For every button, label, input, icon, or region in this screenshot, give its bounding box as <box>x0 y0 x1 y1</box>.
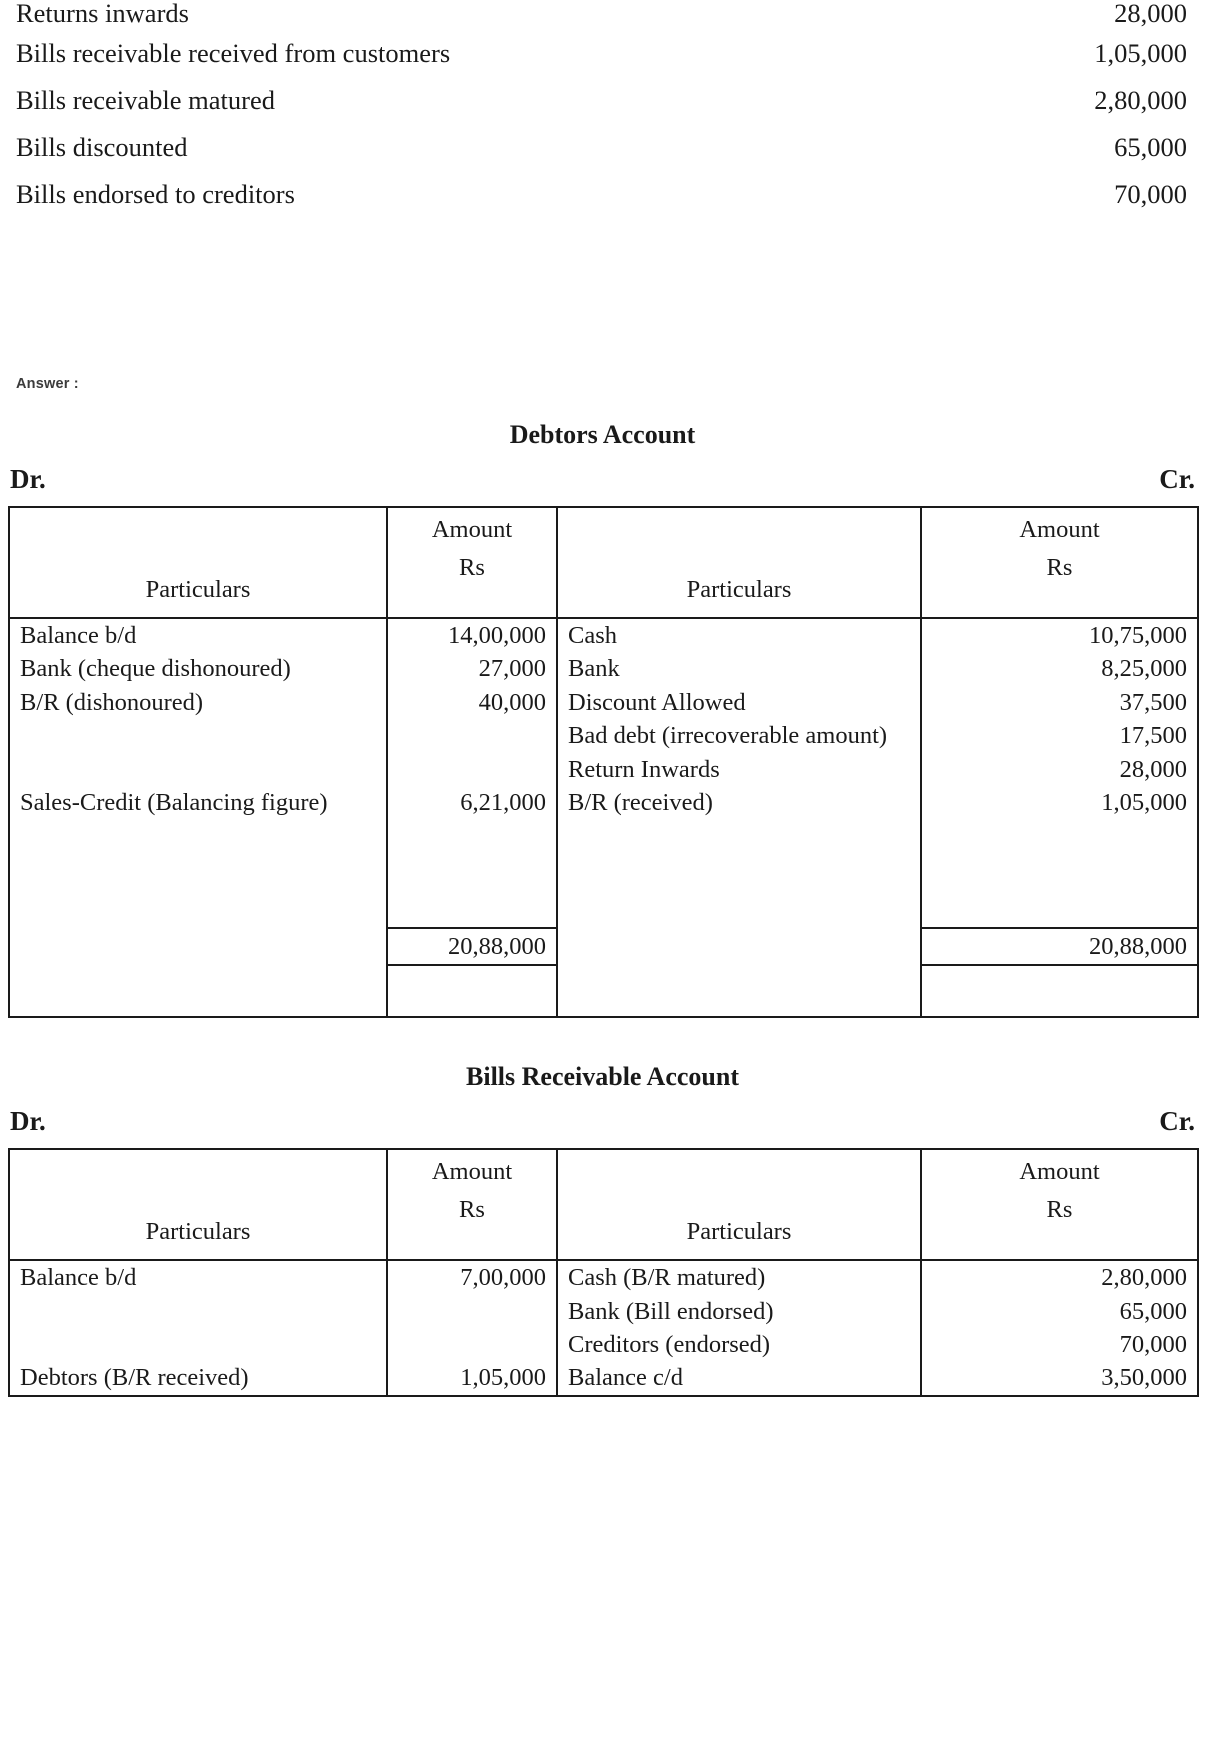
trial-balance-item-list <box>8 0 1197 228</box>
list-item <box>16 87 1187 134</box>
debit-credit-labels <box>8 466 1197 493</box>
cell-spacer <box>387 820 557 928</box>
cell-totals-label-credit <box>557 928 921 965</box>
column-header-particulars-credit: Particulars <box>557 507 921 618</box>
amount-header-line2: Rs <box>459 553 485 581</box>
cr-label: Cr. <box>1159 464 1195 494</box>
table-closing-row <box>9 965 1198 1017</box>
table-row <box>9 618 1198 652</box>
cell-spacer <box>9 820 387 928</box>
cell-credit-particulars: Balance c/d <box>557 1361 921 1395</box>
account-title: Bills Receivable Account <box>466 1062 739 1092</box>
cell-debit-particulars: Sales-Credit (Balancing figure) <box>9 786 387 819</box>
column-header-particulars-debit: Particulars <box>9 1149 387 1260</box>
cell-credit-amount: 70,000 <box>921 1328 1198 1361</box>
amount-header-line1: Amount <box>431 1158 513 1186</box>
cell-credit-particulars: Bank (Bill endorsed) <box>557 1295 921 1328</box>
cell-credit-particulars: Discount Allowed <box>557 686 921 719</box>
cell-credit-amount: 3,50,000 <box>921 1361 1198 1395</box>
item-amount: 2,80,000 <box>1094 85 1187 115</box>
column-header-amount-credit <box>921 1149 1198 1260</box>
item-amount: 1,05,000 <box>1094 38 1187 68</box>
cell-debit-particulars: Balance b/d <box>9 618 387 652</box>
table-header <box>9 1149 1198 1260</box>
cell-credit-particulars: Cash (B/R matured) <box>557 1260 921 1294</box>
table-row <box>9 1295 1198 1328</box>
item-label: Bills discounted <box>16 132 188 162</box>
column-header-amount-credit <box>921 507 1198 618</box>
column-header-amount-debit <box>387 1149 557 1260</box>
table-row <box>9 753 1198 786</box>
amount-header-line1: Amount <box>431 516 513 543</box>
table-row <box>9 786 1198 819</box>
cell-debit-particulars <box>9 753 387 786</box>
list-item <box>16 0 1187 40</box>
item-label: Bills endorsed to creditors <box>16 179 295 209</box>
ledger-table-bills-receivable <box>8 1148 1199 1397</box>
table-spacer-row <box>9 820 1198 928</box>
cell-closing-debit-particulars <box>9 965 387 1017</box>
account-title: Debtors Account <box>509 420 696 449</box>
table-row <box>9 1260 1198 1294</box>
table-header-row <box>9 507 1198 618</box>
cell-spacer <box>921 820 1198 928</box>
list-item <box>16 181 1187 228</box>
cell-debit-amount <box>387 1295 557 1328</box>
table-row <box>9 719 1198 752</box>
item-amount: 28,000 <box>1114 0 1187 28</box>
cell-debit-particulars <box>9 1328 387 1361</box>
cell-debit-amount <box>387 753 557 786</box>
cr-label: Cr. <box>1159 1106 1195 1137</box>
cell-debit-amount: 14,00,000 <box>387 618 557 652</box>
account-block-bills-receivable <box>8 1064 1197 1397</box>
table-row <box>9 652 1198 685</box>
cell-credit-particulars: Bank <box>557 652 921 685</box>
column-header-particulars-debit: Particulars <box>9 507 387 618</box>
cell-total-credit: 20,88,000 <box>921 928 1198 965</box>
cell-closing-credit-particulars <box>557 965 921 1017</box>
cell-debit-amount: 6,21,000 <box>387 786 557 819</box>
table-header <box>9 507 1198 618</box>
cell-debit-particulars: B/R (dishonoured) <box>9 686 387 719</box>
table-row <box>9 686 1198 719</box>
cell-credit-particulars: Bad debt (irrecoverable amount) <box>557 719 921 752</box>
debit-credit-labels <box>8 1108 1197 1135</box>
cell-debit-particulars <box>9 1295 387 1328</box>
cell-debit-amount <box>387 1328 557 1361</box>
column-header-amount-debit <box>387 507 557 618</box>
amount-header-line2: Rs <box>1046 1196 1073 1224</box>
cell-credit-amount: 37,500 <box>921 686 1198 719</box>
cell-debit-particulars: Debtors (B/R received) <box>9 1361 387 1395</box>
amount-header-line2: Rs <box>459 1196 485 1224</box>
amount-header-line2: Rs <box>1046 553 1073 581</box>
account-block-debtors <box>8 422 1197 1018</box>
cell-closing-debit-amount <box>387 965 557 1017</box>
dr-label: Dr. <box>10 1106 46 1137</box>
cell-totals-label-debit <box>9 928 387 965</box>
column-header-particulars-credit: Particulars <box>557 1149 921 1260</box>
cell-credit-particulars: Return Inwards <box>557 753 921 786</box>
cell-debit-particulars: Balance b/d <box>9 1260 387 1294</box>
cell-credit-amount: 8,25,000 <box>921 652 1198 685</box>
cell-credit-particulars: Creditors (endorsed) <box>557 1328 921 1361</box>
table-header-row <box>9 1149 1198 1260</box>
table-totals-row <box>9 928 1198 965</box>
cell-credit-amount: 10,75,000 <box>921 618 1198 652</box>
ledger-table-debtors <box>8 506 1199 1018</box>
cell-debit-amount: 7,00,000 <box>387 1260 557 1294</box>
item-label: Bills receivable matured <box>16 85 276 115</box>
cell-debit-amount: 40,000 <box>387 686 557 719</box>
cell-credit-particulars: B/R (received) <box>557 786 921 819</box>
cell-credit-amount: 28,000 <box>921 753 1198 786</box>
cell-credit-amount: 17,500 <box>921 719 1198 752</box>
item-label: Bills receivable received from customers <box>16 38 451 68</box>
table-row <box>9 1328 1198 1361</box>
table-row <box>9 1361 1198 1395</box>
item-amount: 65,000 <box>1114 132 1187 162</box>
answer-label: Answer : <box>16 376 79 392</box>
cell-credit-amount: 65,000 <box>921 1295 1198 1328</box>
item-label: Returns inwards <box>16 0 189 28</box>
cell-debit-amount: 27,000 <box>387 652 557 685</box>
cell-credit-amount: 2,80,000 <box>921 1260 1198 1294</box>
amount-header-line1: Amount <box>1019 1158 1100 1186</box>
item-amount: 70,000 <box>1114 179 1187 209</box>
cell-total-debit: 20,88,000 <box>387 928 557 965</box>
cell-debit-particulars <box>9 719 387 752</box>
list-item <box>16 134 1187 181</box>
list-item <box>16 40 1187 87</box>
cell-credit-particulars: Cash <box>557 618 921 652</box>
cell-debit-particulars: Bank (cheque dishonoured) <box>9 652 387 685</box>
cell-closing-credit-amount <box>921 965 1198 1017</box>
cell-credit-amount: 1,05,000 <box>921 786 1198 819</box>
cell-debit-amount <box>387 719 557 752</box>
cell-debit-amount: 1,05,000 <box>387 1361 557 1395</box>
table-body <box>9 1260 1198 1396</box>
dr-label: Dr. <box>10 464 46 494</box>
table-body <box>9 618 1198 1017</box>
amount-header-line1: Amount <box>1019 516 1100 543</box>
cell-spacer <box>557 820 921 928</box>
